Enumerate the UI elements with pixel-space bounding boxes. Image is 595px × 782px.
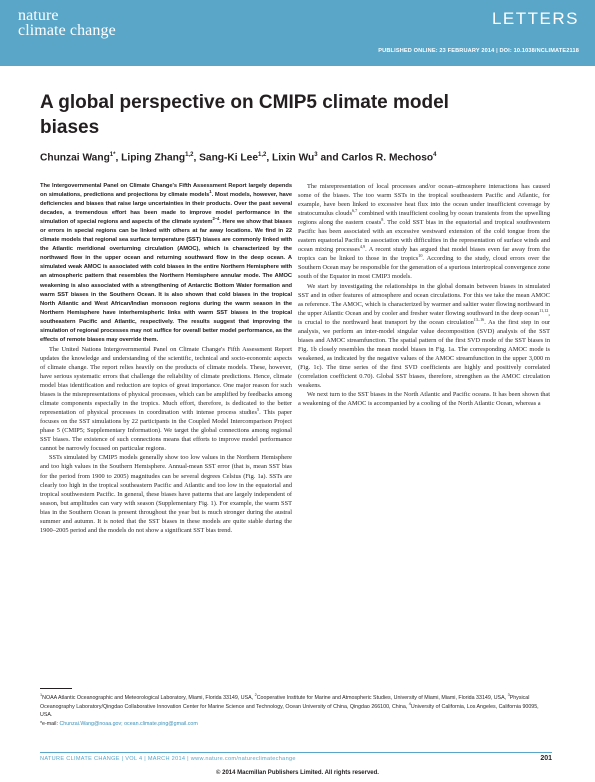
citation-mark: 4,9 xyxy=(359,244,366,250)
citation-mark: 2–4 xyxy=(212,216,220,222)
paragraph-text: , is crucial to the northward heat transport by the ocean circulation xyxy=(298,309,550,326)
author-name: Chunzai Wang xyxy=(40,152,110,164)
affiliation-text: Cooperative Institute for Marine and Atmospheric Studies, University of Miami, Miami, Florida 33149, USA, xyxy=(256,695,508,701)
author-name: Liping Zhang xyxy=(121,152,186,164)
affiliation-text: Physical Oceanography Laboratory/Qingdao Collaborative Innovation Center for Marine Science and Technology, Ocean University of China, Qingdao 266100, China, xyxy=(40,695,530,710)
affiliation-mark: 2 xyxy=(254,693,257,698)
email-link[interactable]: Chunzai.Wang@noaa.gov; ocean.climate.ping@gmail.com xyxy=(59,720,198,727)
author-separator: , xyxy=(115,152,122,164)
paragraph-text: . The cold SST bias in the equatorial and tropical southwestern Pacific has been associated with an excessive westward extension of the cold tongue from the eastern equatorial Pacific in association with difficulties in the representation of surface winds and ocean mixing processes xyxy=(298,219,550,254)
citation-mark: 10 xyxy=(418,253,423,259)
body-paragraph xyxy=(40,345,292,454)
copyright-notice: © 2014 Macmillan Publishers Limited. All rights reserved. xyxy=(216,770,379,776)
paragraph-text: The misrepresentation of local processes and/or ocean–atmosphere interactions has caused some of the biases. The too warm SSTs in the tropical southeastern Pacific and Atlantic, for example, have been linked to excessive heat flux into the ocean under insufficient coverage by stratocumulus clouds xyxy=(298,183,550,218)
citation-mark: 8 xyxy=(381,217,384,223)
author-separator: , xyxy=(266,152,272,164)
author-name: Lixin Wu xyxy=(272,152,315,164)
author-separator: , xyxy=(193,152,200,164)
paragraph-text: . This paper focuses on the SST simulations by 22 participants in the Coupled Model Intercomparison Project phase 5 (CMIP5; Supplementary Information). We target the global connections among regional SST biases. The existence of such connections means that efforts to improve model performance cannot be narrowly focused on particular regions. xyxy=(40,409,292,453)
paragraph-text: . A recent study has argued that model biases even far away from the tropics can be linked to those in the tropics xyxy=(298,246,551,263)
section-label: LETTERS xyxy=(491,9,579,28)
journal-logo xyxy=(18,8,116,38)
abstract xyxy=(40,182,292,345)
affiliation-text: NOAA Atlantic Oceanographic and Meteorological Laboratory, Miami, Florida 33149, USA, xyxy=(42,695,255,701)
affiliations-footnote xyxy=(40,694,552,728)
author-list xyxy=(40,152,560,163)
paragraph-text: combined with insufficient cooling by ocean transients from the upwelling regions along the eastern coasts xyxy=(298,210,550,227)
article-title: A global perspective on CMIP5 climate model biases xyxy=(40,92,449,138)
affiliation-mark: 4 xyxy=(408,701,411,706)
abstract-text: The Intergovernmental Panel on Climate Change's Fifth Assessment Report largely depends on simulations, predictions and projections by climate models xyxy=(40,183,292,199)
author-separator: and xyxy=(317,152,342,164)
body-paragraph xyxy=(298,282,550,391)
journal-logo-line2: climate change xyxy=(18,22,116,39)
footer-divider xyxy=(40,752,552,753)
affiliation-text: University of California, Los Angeles, California 90095, USA. xyxy=(40,703,539,719)
citation-mark: 1 xyxy=(209,189,212,195)
email-label: *e-mail: xyxy=(40,720,60,727)
citation-mark: 11,12 xyxy=(539,307,549,313)
affiliation-mark: 1 xyxy=(40,693,43,698)
journal-logo-line1: nature xyxy=(18,7,59,24)
citation-mark: 13–16 xyxy=(473,316,485,322)
body-paragraph xyxy=(40,453,292,534)
author-affiliation-mark: 1,2 xyxy=(185,152,194,158)
paragraph-text: . According to the study, cloud errors over the Southern Ocean may be responsible for the generation of a spurious intertropical convergence zone south of the Equator in most CMIP3 models. xyxy=(298,255,550,281)
citation-mark: 5 xyxy=(256,407,260,413)
author-affiliation-mark: 1* xyxy=(109,152,116,158)
abstract-text: . Here we show that biases or errors in special regions can be linked with others at far away locations. We find in 22 climate models that regional sea surface temperature (SST) biases are commonly linked with the Atlantic meridional overturning circulation (AMOC), which is characterized by the northward flow in the upper ocean and returning southward flow in the deep ocean. A simulated weak AMOC is associated with cold biases in the entire Northern Hemisphere with an atmospheric pattern that resembles the Northern Hemisphere annular mode. The AMOC weakening is also associated with a strengthening of Antarctic Bottom Water formation and warm SST biases in the Southern Ocean. It is also shown that cold biases in the tropical North Atlantic and West African/Indian monsoon regions during the warm season in the Northern Hemisphere have interhemispheric links with warm SST biases in the tropical southeastern Pacific and Atlantic, respectively. The results suggest that improving the simulation of regional processes may not suffice for overall better model performance, as the effects of remote biases may override them. xyxy=(40,219,292,343)
author-affiliation-mark: 1,2 xyxy=(257,152,267,158)
paragraph-text: The United Nations Intergovernmental Panel on Climate Change's Fifth Assessment Report updates the knowledge and understanding of the scientific, technical and socio-economic aspects of climate change. The report relies heavily on the products of climate models. These, however, have serious systematic errors that challenge the reliability of climate predictions. Hence, climate model bias identification and reduction are topics of great importance. One major reason for such biases is the misrepresentations of physical processes, which can be amplified by feedbacks among climate components especially in the tropics. Much effort, therefore, is dedicated to the better representation of physical processes in coordination with intense process studies xyxy=(40,345,292,417)
author-name: Sang-Ki Lee xyxy=(199,152,258,164)
footnote-divider xyxy=(40,688,72,689)
author-affiliation-mark: 3 xyxy=(314,152,318,158)
page-number: 201 xyxy=(540,755,552,762)
author-name: Carlos R. Mechoso xyxy=(341,152,434,164)
footer-journal-info: NATURE CLIMATE CHANGE | VOL 4 | MARCH 2014 | www.nature.com/natureclimatechange xyxy=(40,756,296,762)
body-paragraph xyxy=(298,390,550,408)
paragraph-text: We next turn to the SST biases in the North Atlantic and Pacific oceans. It has been shown that a weakening of the AMOC is accompanied by a cooling of the North Atlantic Ocean, whereas a xyxy=(298,391,550,408)
citation-mark: 6,7 xyxy=(351,208,358,214)
paragraph-text: . As the first step in our analysis, we perform an inter-model singular value decomposition (SVD) analysis of the SST biases and AMOC streamfunction. The spatial pattern of the first SVD mode of the SST biases in Fig. 1b closely resembles the mean model biases in Fig. 1a. The corresponding AMOC mode is weakened, as indicated by the negative values of the AMOC streamfunction in the upper 3,000 m (Fig. 1c). The time series of the first SVD coefficients are highly and positively correlated (correlation coefficient 0.70). Global SST biases, therefore, strengthen as the AMOC circulation weakens. xyxy=(298,318,550,390)
left-column xyxy=(40,182,292,535)
body-paragraph xyxy=(298,182,550,282)
right-column xyxy=(298,182,550,408)
affiliation-mark: 3 xyxy=(507,693,510,698)
author-affiliation-mark: 4 xyxy=(433,152,437,158)
abstract-text: . Most models, however, have deficiencies and biases that raise large uncertainties in their products. Over the past several decades, a tremendous effort has been made to improve model performance in the simulation of special regions and aspects of the climate system xyxy=(40,192,292,226)
publication-info: PUBLISHED ONLINE: 23 FEBRUARY 2014 | DOI: 10.1038/NCLIMATE2118 xyxy=(378,48,579,54)
paragraph-text: We start by investigating the relationships in the global domain between biases in simulated SST and in other features of atmosphere and ocean circulations. For this we take the mean AMOC as reference. The AMOC, which is characterized by warmer and saltier water flowing northward in the upper Atlantic Ocean and by cooler and fresher water flowing southward in the deep ocean xyxy=(298,282,550,317)
paragraph-text: SSTs simulated by CMIP5 models generally show too low values in the Northern Hemisphere and too high values in the Southern Hemisphere. Annual-mean SST error (that is, mean SST bias for the period from 1900 to 2005) magnitudes can be several degrees Celsius (Fig. 1a). SSTs are clearly too high in the tropical southeastern Pacific and Atlantic and too low in the equatorial and tropical southwestern Pacific. In general, these biases have patterns that are largely independent of season, but amplitudes can vary with season (Supplementary Fig. 1). For example, the warm SST bias in the Southern Ocean is present throughout the year but is much stronger during the austral summer and autumn. It is noted that the SST biases in these models are quite stable during the 1900–2005 period and the models do not show a significant SST bias trend. xyxy=(40,454,292,534)
